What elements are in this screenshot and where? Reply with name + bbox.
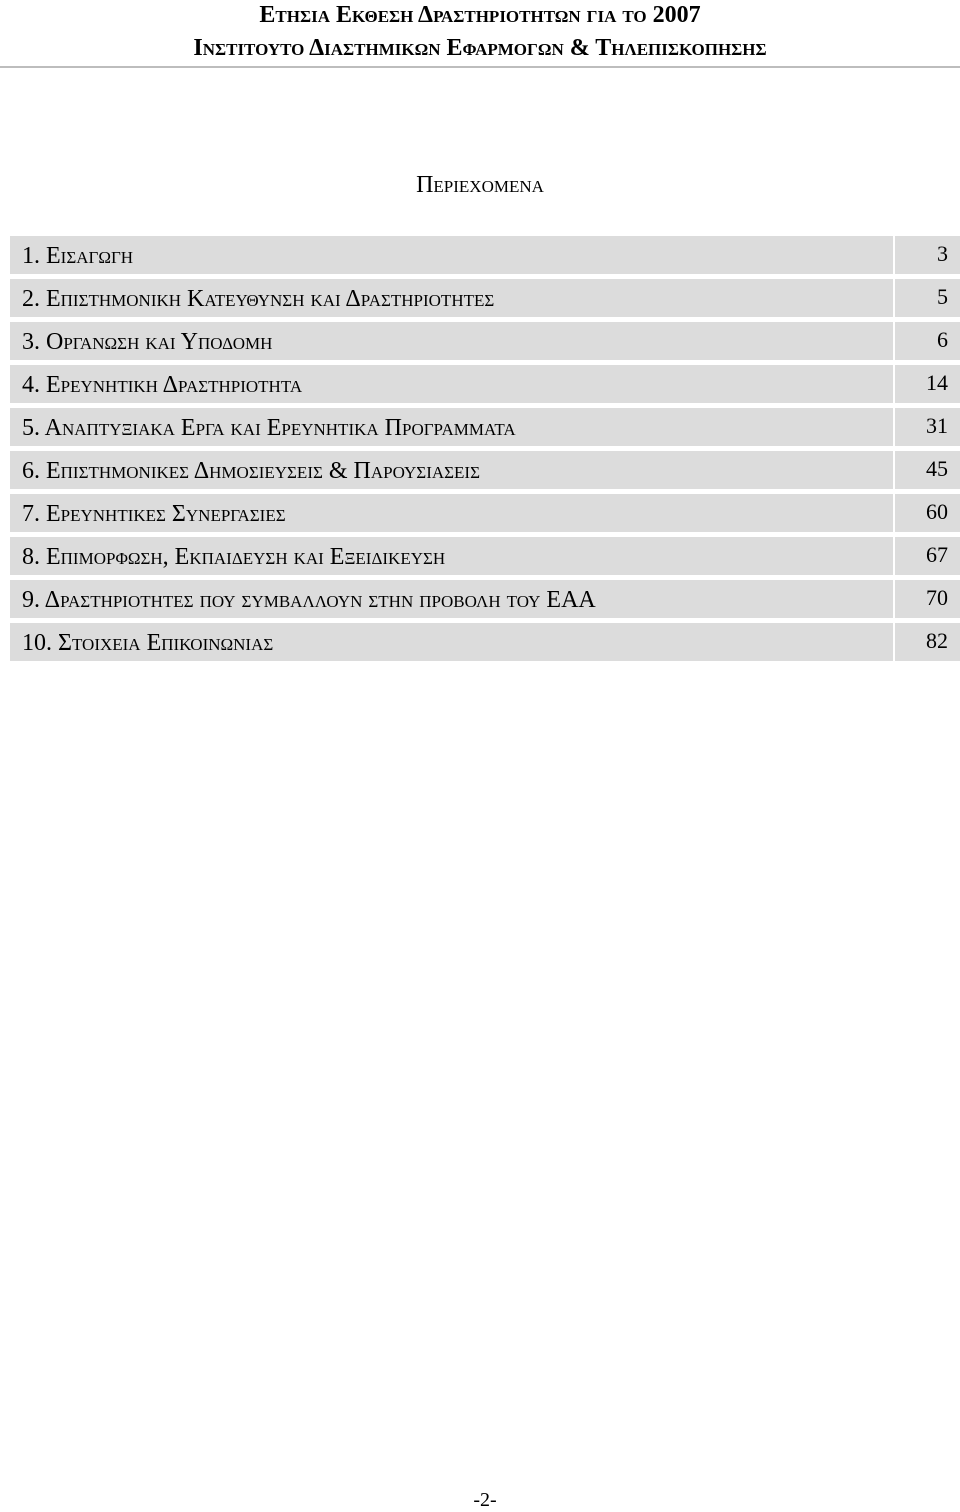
toc-entry-page: 31 (895, 408, 960, 446)
toc-entry-page: 60 (895, 494, 960, 532)
report-title: Ετησια Εκθεση Δραστηριοτητων για το 2007 (259, 2, 701, 28)
document-header (0, 0, 960, 68)
toc-row-5[interactable] (10, 408, 960, 446)
toc-row-1[interactable] (10, 236, 960, 274)
toc-entry-page: 82 (895, 623, 960, 661)
toc-row-2[interactable] (10, 279, 960, 317)
toc-entry-page: 3 (895, 236, 960, 274)
toc-row-10[interactable] (10, 623, 960, 661)
toc-row-4[interactable] (10, 365, 960, 403)
page-number: -2- (473, 1489, 497, 1511)
toc-title: Περιεχομενα (416, 172, 544, 198)
toc-entry-page: 5 (895, 279, 960, 317)
toc-entry-label: 10. Στοιχεια Επικοινωνιας (10, 623, 893, 661)
toc-entry-page: 14 (895, 365, 960, 403)
institute-name: Ινστιτουτο Διαστημικων Εφαρμογων & Τηλεπισκοπησης (193, 35, 767, 61)
toc-entry-label: 5. Αναπτυξιακα Εργα και Ερευνητικα Προγραμματα (10, 408, 893, 446)
table-of-contents (10, 236, 960, 666)
toc-entry-page: 70 (895, 580, 960, 618)
toc-entry-label: 9. Δραστηριοτητες που συμβαλλουν στην προβολη του ΕΑΑ (10, 580, 893, 618)
toc-row-7[interactable] (10, 494, 960, 532)
toc-entry-label: 8. Επιμορφωση, Εκπαιδευση και Εξειδικευση (10, 537, 893, 575)
toc-entry-label: 3. Οργανωση και Υποδομη (10, 322, 893, 360)
toc-entry-page: 45 (895, 451, 960, 489)
toc-row-9[interactable] (10, 580, 960, 618)
toc-row-3[interactable] (10, 322, 960, 360)
toc-row-8[interactable] (10, 537, 960, 575)
toc-entry-label: 6. Επιστημονικες Δημοσιευσεις & Παρουσιασεις (10, 451, 893, 489)
toc-entry-label: 2. Επιστημονικη Κατευθυνση και Δραστηριοτητες (10, 279, 893, 317)
toc-entry-page: 67 (895, 537, 960, 575)
toc-entry-label: 4. Ερευνητικη Δραστηριοτητα (10, 365, 893, 403)
toc-entry-label: 7. Ερευνητικες Συνεργασιες (10, 494, 893, 532)
toc-row-6[interactable] (10, 451, 960, 489)
toc-entry-page: 6 (895, 322, 960, 360)
toc-entry-label: 1. Εισαγωγη (10, 236, 893, 274)
